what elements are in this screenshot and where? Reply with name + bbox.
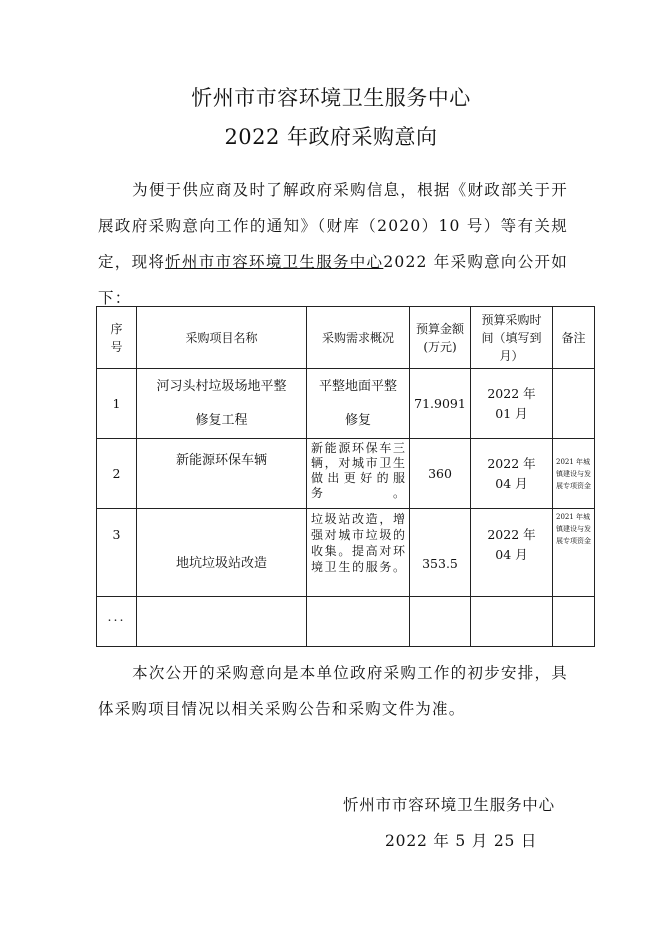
row2-name: 新能源环保车辆 [137, 439, 307, 509]
row4-budget [410, 597, 471, 647]
row4-name [137, 597, 307, 647]
table-row [97, 369, 595, 439]
table-row [97, 597, 595, 647]
row2-time: 2022 年 04 月 [471, 439, 553, 509]
row2-budget: 360 [410, 439, 471, 509]
table-header-row [97, 307, 595, 369]
row3-note: 2021 年城镇建设与发展专项资金 [553, 509, 595, 597]
intro-text-part2: 2022 年采购意向公开如下： [98, 253, 568, 307]
row1-name-line1: 河习头村垃圾场地平整 [156, 378, 287, 394]
table-row [97, 439, 595, 509]
row1-name-line2: 修复工程 [195, 412, 248, 428]
row4-note [553, 597, 595, 647]
row3-name: 地坑垃圾站改造 [137, 509, 307, 597]
row1-name [137, 369, 307, 439]
row3-demand: 垃圾站改造，增强对城市垃圾的收集。提高对环境卫生的服务。 [307, 509, 410, 597]
row1-demand-line2: 修复 [344, 412, 371, 428]
row1-demand [307, 369, 410, 439]
closing-paragraph [98, 655, 568, 727]
header-note: 备注 [553, 307, 595, 369]
header-demand: 采购需求概况 [307, 307, 410, 369]
signature-date: 2022 年 5 月 25 日 [385, 832, 538, 850]
row2-demand: 新能源环保车三辆，对城市卫生做出更好的服务。 [307, 439, 410, 509]
row4-demand [307, 597, 410, 647]
row1-time: 2022 年 01 月 [471, 369, 553, 439]
row3-time: 2022 年 04 月 [471, 509, 553, 597]
row3-seq: 3 [97, 509, 137, 597]
document-subtitle: 2022 年政府采购意向 [224, 125, 438, 149]
closing-text: 本次公开的采购意向是本单位政府采购工作的初步安排，具体采购项目情况以相关采购公告和采购文件为准。 [98, 664, 568, 718]
row3-budget: 353.5 [410, 509, 471, 597]
intro-org-name: 忻州市市容环境卫生服务中心 [165, 253, 384, 271]
row1-budget: 71.9091 [410, 369, 471, 439]
header-budget: 预算金额(万元) [410, 307, 471, 369]
row2-note: 2021 年城镇建设与发展专项资金 [553, 439, 595, 509]
row1-demand-line1: 平整地面平整 [318, 378, 397, 394]
header-name: 采购项目名称 [137, 307, 307, 369]
header-seq: 序号 [97, 307, 137, 369]
row4-time [471, 597, 553, 647]
row1-note [553, 369, 595, 439]
signature-org: 忻州市市容环境卫生服务中心 [343, 796, 555, 814]
row1-seq: 1 [97, 369, 137, 439]
row2-seq: 2 [97, 439, 137, 509]
row4-seq: ... [97, 597, 137, 647]
document-title: 忻州市市容环境卫生服务中心 [191, 86, 471, 110]
intro-paragraph [98, 172, 568, 316]
procurement-table [96, 306, 595, 647]
header-time: 预算采购时间（填写到月） [471, 307, 553, 369]
table-row [97, 509, 595, 597]
intro-text-part1: 为便于供应商及时了解政府采购信息，根据《财政部关于开展政府采购意向工作的通知》（财库（2020）10 号）等有关规定，现将 [98, 181, 568, 271]
